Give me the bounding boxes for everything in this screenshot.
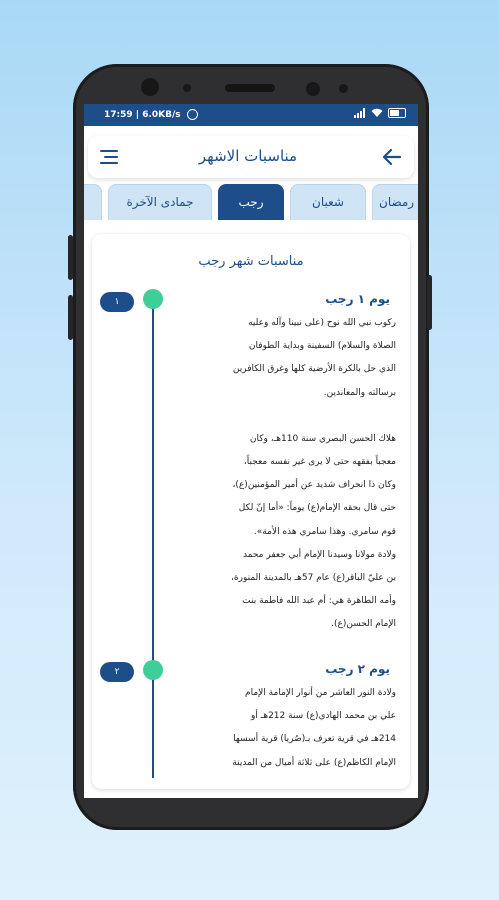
text-line: الصلاة والسلام) السفينة وبداية الطوفان	[248, 341, 396, 352]
tab-jumada-al-akhira[interactable]: جمادى الآخرة	[108, 184, 212, 220]
text-line: علي بن محمد الهادي(ع) سنة 212هـ أو	[250, 711, 396, 722]
sensor	[306, 82, 320, 96]
status-time-text: 17:59 | 6.0KB/s	[104, 110, 181, 120]
app-bar	[88, 136, 414, 178]
text-line: 214هـ في قرية تعرف بـ(صُريا) قرية أسسها	[233, 734, 396, 745]
paragraph	[164, 428, 396, 637]
text-line: معجباً بفقهه حتى لا يرى غير نفسه معجباً،	[243, 457, 396, 468]
sensor	[183, 84, 191, 92]
power-button	[427, 275, 432, 330]
day-heading: يوم ١ رجب	[325, 292, 390, 306]
text-line: قوم سامري. وهذا سامري هذه الأمة».	[253, 526, 396, 537]
text-line: هلاك الحسن البصري سنة 110هـ، وكان	[249, 433, 396, 444]
tab-rajab[interactable]: رجب	[218, 184, 284, 220]
speaker-grille	[225, 84, 275, 92]
paragraph	[164, 682, 396, 775]
text-line: برسالته والمعاندين.	[323, 387, 396, 398]
events-card	[92, 234, 410, 789]
paragraph	[164, 312, 396, 405]
status-time	[104, 109, 198, 120]
month-tabs	[84, 184, 418, 220]
volume-button	[68, 295, 73, 340]
text-line: الإمام الكاظم(ع) على ثلاثة أميال من المدينة	[232, 757, 396, 768]
wifi-icon	[371, 108, 383, 118]
text-line: ولادة النور العاشر من أنوار الإمامة الإمام	[245, 688, 396, 698]
tab-partial[interactable]	[84, 184, 102, 220]
text-line: وأمه الطاهرة هي: أم عبد الله فاطمة بنت	[242, 596, 396, 607]
day-number-badge: ١	[100, 292, 134, 312]
card-title: مناسبات شهر رجب	[198, 254, 304, 269]
arrow-left-icon[interactable]	[380, 145, 404, 169]
text-line: حتى قال بحقه الإمام(ع) يوماً: «أما إنّ لكل	[238, 503, 396, 514]
status-icons	[354, 108, 406, 118]
text-line: بن عليّ الباقر(ع) عام 57هـ بالمدينة المنورة،	[230, 573, 396, 584]
text-line: الذي حل بالكرة الأرضية كلها وغرق الكافرين	[232, 364, 396, 375]
signal-icon	[354, 108, 366, 118]
timeline-dot	[143, 289, 163, 309]
page-title: مناسبات الاشهر	[198, 147, 298, 165]
battery-icon	[388, 108, 406, 118]
menu-icon[interactable]	[100, 148, 120, 166]
text-line: ولادة مولانا وسيدنا الإمام أبي جعفر محمد	[242, 549, 396, 560]
day-number-badge: ٢	[100, 662, 134, 682]
alarm-icon	[187, 109, 198, 120]
app-screen	[84, 104, 418, 798]
tab-ramadan[interactable]: رمضان	[372, 184, 418, 220]
tab-shaban[interactable]: شعبان	[290, 184, 366, 220]
timeline-dot	[143, 660, 163, 680]
text-line: وكان ذا انحراف شديد عن أمير المؤمنين(ع)،	[232, 480, 396, 491]
text-line: ركوب نبي الله نوح (على نبينا وآله وعليه	[248, 318, 396, 328]
text-line: الإمام الحسن(ع).	[331, 619, 396, 630]
day-text	[164, 682, 396, 775]
front-camera	[141, 78, 159, 96]
day-text	[164, 312, 396, 637]
day-heading: يوم ٢ رجب	[325, 662, 390, 676]
sensor	[339, 84, 348, 93]
timeline-line	[152, 298, 154, 778]
volume-button	[68, 235, 73, 280]
status-bar	[84, 104, 418, 126]
